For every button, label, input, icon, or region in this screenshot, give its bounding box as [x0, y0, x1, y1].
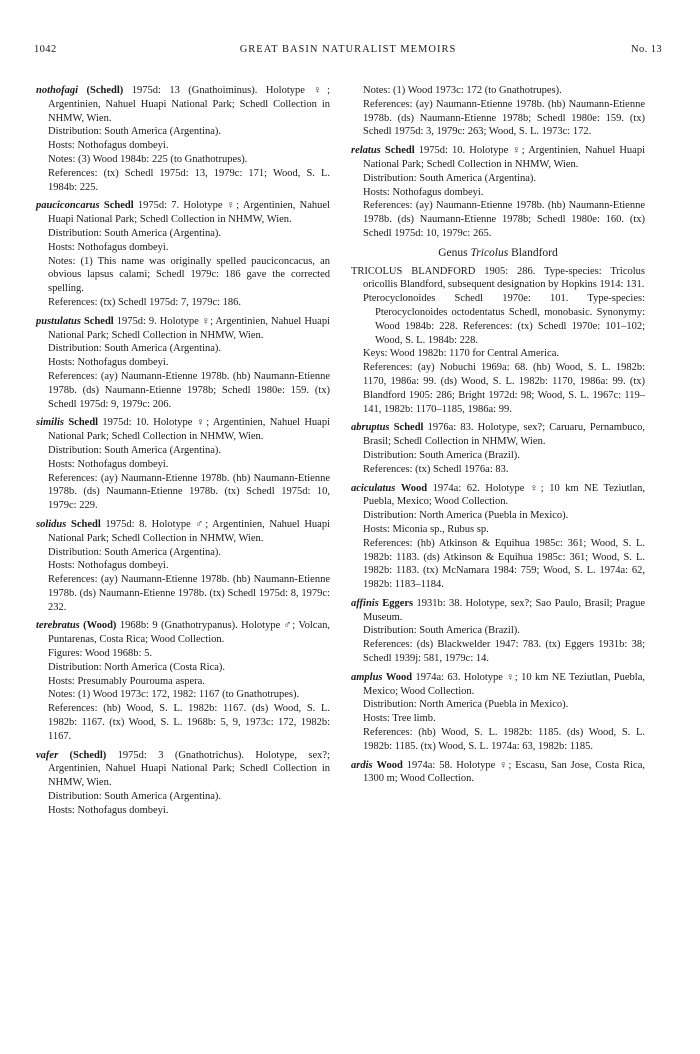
species-author: Schedl	[103, 200, 134, 212]
entry-line: References: (hb) Wood, S. L. 1982b: 1185. (ds) Wood, S. L. 1982b: 1185. (tx) Wood, S. L. 1974a: 63, 1982b: 1185.	[363, 727, 645, 752]
species-author: Eggers	[382, 597, 414, 609]
species-entry-terebratus	[36, 619, 330, 743]
entry-line: Notes: (1) This name was originally spelled pauciconcacus, an obvious lapsus calami; Schedl 1979c: 186 gave the corrected spelling.	[48, 255, 330, 295]
journal-title: GREAT BASIN NATURALIST MEMOIRS	[239, 44, 457, 55]
entry-text: 1976a: 83. Holotype, sex?; Caruaru, Pernambuco, Brasil; Schedl Collection in NHMW, Wien.	[363, 422, 645, 448]
entry-line: Distribution: South America (Argentina).	[48, 546, 222, 558]
species-entry-ardis	[351, 759, 645, 787]
entry-first-line	[351, 759, 645, 787]
entry-line: Hosts: Nothofagus dombeyi.	[48, 241, 169, 253]
species-author: Wood	[400, 482, 428, 494]
entry-line: Hosts: Nothofagus dombeyi.	[48, 804, 169, 816]
entry-line: Distribution: North America (Costa Rica).	[48, 661, 226, 673]
entry-line: Distribution: South America (Argentina).	[48, 126, 222, 138]
entry-first-line	[36, 619, 330, 647]
entry-first-line	[36, 84, 330, 125]
species-name: solidus	[36, 518, 67, 530]
entry-line: Hosts: Nothofagus dombeyi.	[48, 357, 169, 369]
entry-line: Notes: (1) Wood 1973c: 172, 1982: 1167 (to Gnathotrupes).	[48, 689, 300, 701]
entry-line: Distribution: South America (Brazil).	[363, 449, 520, 461]
entry-line: Distribution: South America (Argentina).	[48, 343, 222, 355]
species-author: Schedl	[83, 315, 114, 327]
species-entry-nothofagi	[36, 84, 330, 194]
species-entry-abruptus	[351, 421, 645, 476]
entry-line: Distribution: South America (Argentina).	[48, 444, 222, 456]
entry-text: 1974a: 63. Holotype ♀; 10 km NE Teziutlan, Puebla, Mexico; Wood Collection.	[363, 671, 646, 697]
right-column	[351, 84, 645, 791]
entry-line: Keys: Wood 1982b: 1170 for Central America.	[363, 348, 559, 360]
species-name: similis	[36, 417, 65, 429]
species-entry-vafer	[36, 749, 330, 818]
entry-text: 1975d: 8. Holotype ♂; Argentinien, Nahuel Huapi National Park; Schedl Collection in NHMW, Wien.	[48, 518, 330, 544]
entry-text: 1975d: 10. Holotype ♀; Argentinien, Nahuel Huapi National Park; Schedl Collection in NHMW, Wien.	[363, 145, 646, 170]
species-name: aciculatus	[351, 482, 396, 494]
species-name: ardis	[351, 759, 373, 771]
species-author: (Schedl)	[69, 749, 107, 761]
entry-first-line	[36, 749, 330, 790]
species-name: pustulatus	[36, 315, 81, 327]
entry-line: Distribution: North America (Puebla in Mexico).	[363, 510, 569, 522]
species-entry-aciculatus	[351, 482, 645, 592]
entry-line: References: (hb) Atkinson & Equihua 1985c: 361; Wood, S. L. 1982b: 1183. (ds) Atkinson & Equihua 1985c: 361; Wood, S. L. 1982b: 1183. (tx) McNamara 1984: 759; Wood, S. L. 1974a: 62, 1982b: 1183–1184.	[363, 537, 645, 591]
genus-heading: Genus Tricolus Blandford	[438, 246, 558, 259]
entry-line: References: (hb) Wood, S. L. 1982b: 1167. (ds) Wood, S. L. 1982b: 1167. (tx) Wood, S. L. 1968b: 5, 9, 1973c: 172, 1982b: 1167.	[48, 703, 330, 742]
entry-text: 1931b: 38. Holotype, sex?; Sao Paulo, Brasil; Prague Museum.	[363, 597, 645, 623]
entry-first-line	[36, 315, 330, 343]
entry-line: References: (tx) Schedl 1975d: 7, 1979c: 186.	[48, 296, 242, 308]
species-name: vafer	[36, 749, 59, 761]
entry-line: References: (ay) Naumann-Etienne 1978b. (hb) Naumann-Etienne 1978b. (ds) Naumann-Etienne 1978b; Schedl 1980e: 159. (tx) Schedl 1975d: 9, 1979c: 206.	[48, 370, 330, 410]
entry-line: Distribution: South America (Argentina).	[48, 791, 222, 803]
entry-line: Hosts: Miconia sp., Rubus sp.	[363, 523, 489, 535]
species-name: abruptus	[351, 422, 390, 434]
continued-entry	[351, 84, 645, 139]
entry-line: Figures: Wood 1968b: 5.	[48, 648, 152, 660]
entry-line: Distribution: South America (Brazil).	[363, 625, 520, 637]
species-entry-affinis	[351, 597, 645, 666]
species-entry-pauciconcarus	[36, 199, 330, 309]
entry-text: 1975d: 9. Holotype ♀; Argentinien, Nahuel Huapi National Park; Schedl Collection in NHMW, Wien.	[48, 315, 330, 341]
species-entry-solidus	[36, 518, 330, 615]
genus-entry-tricolus	[351, 265, 645, 417]
entry-text: 1974a: 62. Holotype ♀; 10 km NE Teziutlan, Puebla, Mexico; Wood Collection.	[363, 482, 646, 508]
species-name: pauciconcarus	[36, 200, 100, 212]
genus-synonym: Pterocyclonoides Schedl 1970e: 101. Type-species: Pterocyclonoides octodentatus Schedl, monobasic. Synonymy: Wood 1984b: 228. References: (tx) Schedl 1970e: 101–102; Wood, S. L. 1984b: 228.	[363, 293, 645, 346]
entry-first-line	[36, 199, 330, 227]
species-author: Schedl	[393, 422, 424, 434]
species-name: affinis	[351, 597, 379, 609]
entry-line: References: (tx) Schedl 1975d: 13, 1979c: 171; Wood, S. L. 1984b: 225.	[48, 167, 330, 193]
entry-line: References: (tx) Schedl 1976a: 83.	[363, 463, 509, 475]
running-header	[34, 44, 662, 58]
entry-line: References: (ay) Naumann-Etienne 1978b. (hb) Naumann-Etienne 1978b. (ds) Naumann-Etienne 1978b; Schedl 1980e: 160. (tx) Schedl 1975d: 10, 1979c: 265.	[363, 200, 645, 239]
entry-text: 1974a: 58. Holotype ♀; Escasu, San Jose, Costa Rica, 1300 m; Wood Collection.	[363, 759, 646, 785]
entry-text: 1975d: 10. Holotype ♀; Argentinien, Nahuel Huapi National Park; Schedl Collection in NHMW, Wien.	[48, 417, 331, 443]
entry-line: Distribution: South America (Argentina).	[48, 227, 222, 239]
species-entry-pustulatus	[36, 315, 330, 412]
species-entry-relatus	[351, 144, 645, 241]
entry-first-line	[351, 597, 645, 625]
entry-first-line	[36, 416, 330, 444]
entry-first-line	[351, 671, 645, 699]
entry-line: Hosts: Nothofagus dombeyi.	[48, 458, 169, 470]
species-author: Schedl	[384, 145, 415, 157]
entry-line: References: (ds) Blackwelder 1947: 783. (tx) Eggers 1931b: 38; Schedl 1939j: 581, 1979c: 14.	[363, 639, 645, 665]
entry-line: Hosts: Tree limb.	[363, 713, 436, 725]
entry-line: References: (ay) Naumann-Etienne 1978b. (hb) Naumann-Etienne 1978b. (ds) Naumann-Etienne 1978b. (tx) Schedl 1975d: 10, 1979c: 229.	[48, 472, 330, 512]
species-author: (Wood)	[83, 620, 117, 632]
entry-line: References: (ay) Nobuchi 1969a: 68. (hb) Wood, S. L. 1982b: 1170, 1986a: 99. (ds) Wood, S. L. 1982b: 1170, 1986a: 99. (tx) Blandford 1905: 286; Bright 1972d: 98; Wood, S. L. 1967c: 119–141, 1982b: 1170–1185, 1986a: 99.	[363, 362, 645, 415]
species-author: Schedl	[70, 518, 101, 530]
species-entry-amplus	[351, 671, 645, 754]
species-name: amplus	[351, 671, 383, 683]
page-number: 1042	[34, 44, 57, 55]
species-entry-similis	[36, 416, 330, 513]
entry-text: 1975d: 7. Holotype ♀; Argentinien, Nahuel Huapi National Park; Schedl Collection in NHMW, Wien.	[48, 200, 331, 226]
entry-first-line	[351, 482, 645, 510]
entry-line: Hosts: Presumably Pourouma aspera.	[48, 675, 205, 687]
species-name: relatus	[351, 145, 381, 157]
entry-line: Hosts: Nothofagus dombeyi.	[48, 140, 169, 152]
left-column	[36, 84, 330, 823]
entry-line: Distribution: South America (Argentina).	[363, 172, 537, 184]
entry-line: Hosts: Nothofagus dombeyi.	[48, 560, 169, 572]
entry-text: 1968b: 9 (Gnathotrypanus). Holotype ♂; Volcan, Puntarenas, Costa Rica; Wood Collection.	[48, 620, 330, 646]
entry-first-line	[351, 144, 645, 172]
entry-line: Notes: (1) Wood 1973c: 172 (to Gnathotrupes).	[363, 85, 562, 96]
entry-first-line	[36, 518, 330, 546]
entry-first-line	[351, 421, 645, 449]
entry-text: 1975d: 13 (Gnathoiminus). Holotype ♀; Argentinien, Nahuel Huapi National Park; Schedl Collection in NHMW, Wien.	[48, 85, 331, 124]
species-author: (Schedl)	[86, 85, 124, 96]
species-name: terebratus	[36, 620, 80, 632]
entry-line: Distribution: North America (Puebla in Mexico).	[363, 699, 569, 711]
species-name: nothofagi	[36, 85, 79, 96]
species-author: Wood	[385, 671, 413, 683]
genus-description: TRICOLUS BLANDFORD 1905: 286. Type-species: Tricolus oricollis Blandford, subsequent designation by Hopkins 1914: 131.	[351, 265, 645, 291]
species-author: Schedl	[68, 417, 99, 429]
entry-text: 1975d: 3 (Gnathotrichus). Holotype, sex?; Argentinien, Nahuel Huapi National Park; Schedl Collection in NHMW, Wien.	[48, 749, 330, 789]
species-author: Wood	[376, 759, 403, 771]
entry-line: Notes: (3) Wood 1984b: 225 (to Gnathotrupes).	[48, 153, 248, 165]
issue-number: No. 13	[631, 44, 662, 55]
entry-line: References: (ay) Naumann-Etienne 1978b. (hb) Naumann-Etienne 1978b. (ds) Naumann-Etienne 1978b. (tx) Schedl 1975d: 8, 1979c: 232.	[48, 574, 330, 613]
entry-line: References: (ay) Naumann-Etienne 1978b. (hb) Naumann-Etienne 1978b. (ds) Naumann-Etienne 1978b; Schedl 1980e: 159. (tx) Schedl 1975d: 3, 1979c: 263; Wood, S. L. 1973c: 172.	[363, 98, 645, 138]
entry-line: Hosts: Nothofagus dombeyi.	[363, 186, 484, 198]
